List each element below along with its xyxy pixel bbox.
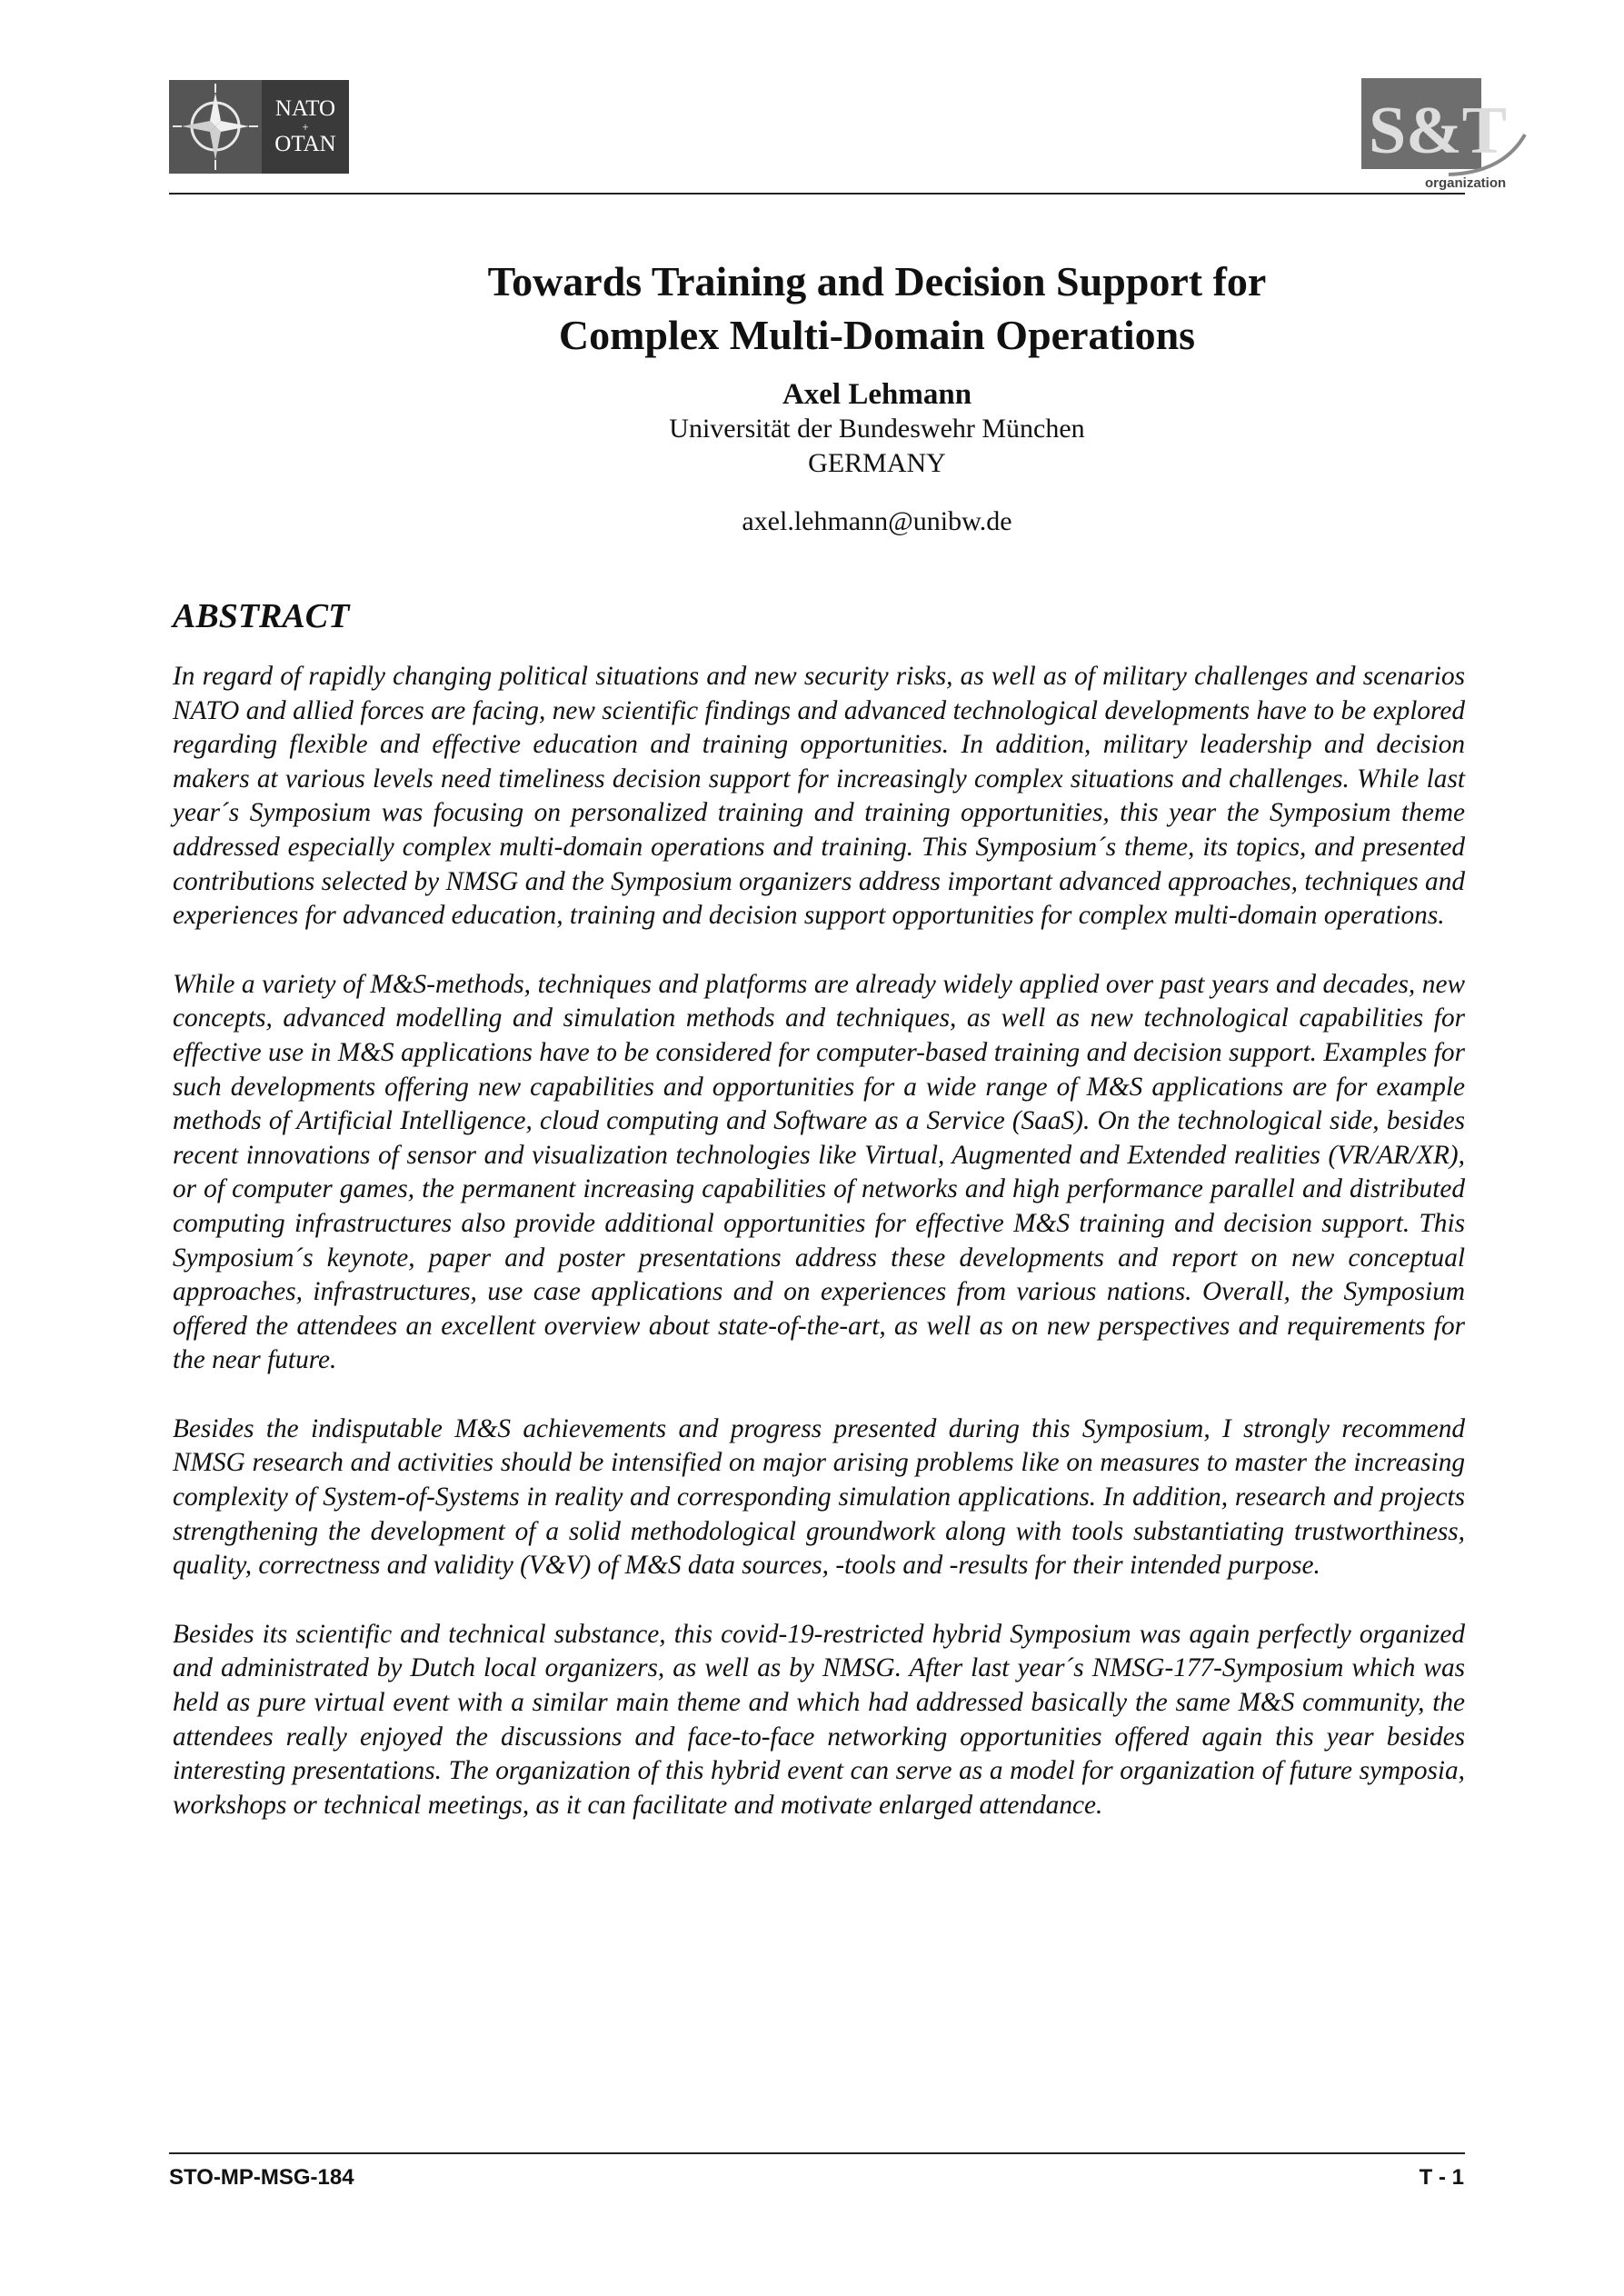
paper-title [169,255,1585,362]
nato-otan-logo [169,80,349,174]
affiliation-institution: Universität der Bundeswehr München [669,414,1085,444]
abstract-paragraph: Besides the indisputable M&S achievements and progress presented during this Symposium, I strongly recommend NMSG research and activities should be intensified on major arising problems like on measures to master the increasing complexity of System-of-Systems in reality and corresponding simulation applications. In addition, research and projects strengthening the development of a solid methodological groundwork along with tools substantiating trustworthiness, quality, correctness and validity (V&V) of M&S data sources, -tools and -results for their intended purpose. [173,1413,1465,1581]
page-number: T - 1 [1419,2165,1464,2190]
nato-compass-icon [169,80,262,174]
author-email: axel.lehmann@unibw.de [742,506,1012,536]
st-organization-logo [1358,75,1530,191]
author-affiliation [169,412,1585,481]
title-line-2: Complex Multi-Domain Operations [558,312,1196,358]
nato-label: NATO [274,96,336,122]
nato-separator: + [302,119,309,134]
nato-otan-wordmark [262,80,349,174]
author-name: Axel Lehmann [782,378,972,411]
affiliation-country: GERMANY [808,448,946,478]
st-mark: S&T [1369,94,1508,168]
otan-label: OTAN [274,131,336,156]
st-caption: organization [1425,175,1507,191]
abstract-body [173,660,1465,1857]
abstract-paragraph: In regard of rapidly changing political situations and new security risks, as well as of military challenges and scenarios NATO and allied forces are facing, new scientific findings and advanced technological developments have to be explored regarding flexible and effective education and training opportunities. In addition, military leadership and decision makers at various levels need timeliness decision support for increasingly complex situations and challenges. While last year´s Symposium was focusing on personalized training and training opportunities, this year the Symposium theme addressed especially complex multi-domain operations and training. This Symposium´s theme, its topics, and presented contributions selected by NMSG and the Symposium organizers address important advanced approaches, techniques and experiences for advanced education, training and decision support opportunities for complex multi-domain operations. [173,662,1465,931]
abstract-paragraph: While a variety of M&S-methods, techniques and platforms are already widely applied over past years and decades, new concepts, advanced modelling and simulation methods and techniques, as well as new technological capabilities for effective use in M&S applications have to be considered for computer-based training and decision support. Examples for such developments offering new capabilities and opportunities for a wide range of M&S applications are for example methods of Artificial Intelligence, cloud computing and Software as a Service (SaaS). On the technological side, besides recent innovations of sensor and visualization technologies like Virtual, Augmented and Extended realities (VR/AR/XR), or of computer games, the permanent increasing capabilities of networks and high performance parallel and distributed computing infrastructures also provide additional opportunities for effective M&S training and decision support. This Symposium´s keynote, paper and poster presentations address these developments and report on new conceptual approaches, infrastructures, use case applications and on experiences from various nations. Overall, the Symposium offered the attendees an excellent overview about state-of-the-art, as well as on new perspectives and requirements for the near future. [173,969,1465,1375]
header-rule [169,193,1465,195]
title-line-1: Towards Training and Decision Support for [487,258,1267,304]
document-id: STO-MP-MSG-184 [169,2165,354,2190]
footer-rule [169,2152,1465,2154]
abstract-paragraph: Besides its scientific and technical substance, this covid-19-restricted hybrid Symposium was again perfectly organized and administrated by Dutch local organizers, as well as by NMSG. After last year´s NMSG-177-Symposium which was held as pure virtual event with a similar main theme and which had addressed basically the same M&S community, the attendees really enjoyed the discussions and face-to-face networking opportunities offered again this year besides interesting presentations. The organization of this hybrid event can serve as a model for organization of future symposia, workshops or technical meetings, as it can facilitate and motivate enlarged attendance. [173,1619,1465,1820]
abstract-heading: ABSTRACT [173,597,350,635]
